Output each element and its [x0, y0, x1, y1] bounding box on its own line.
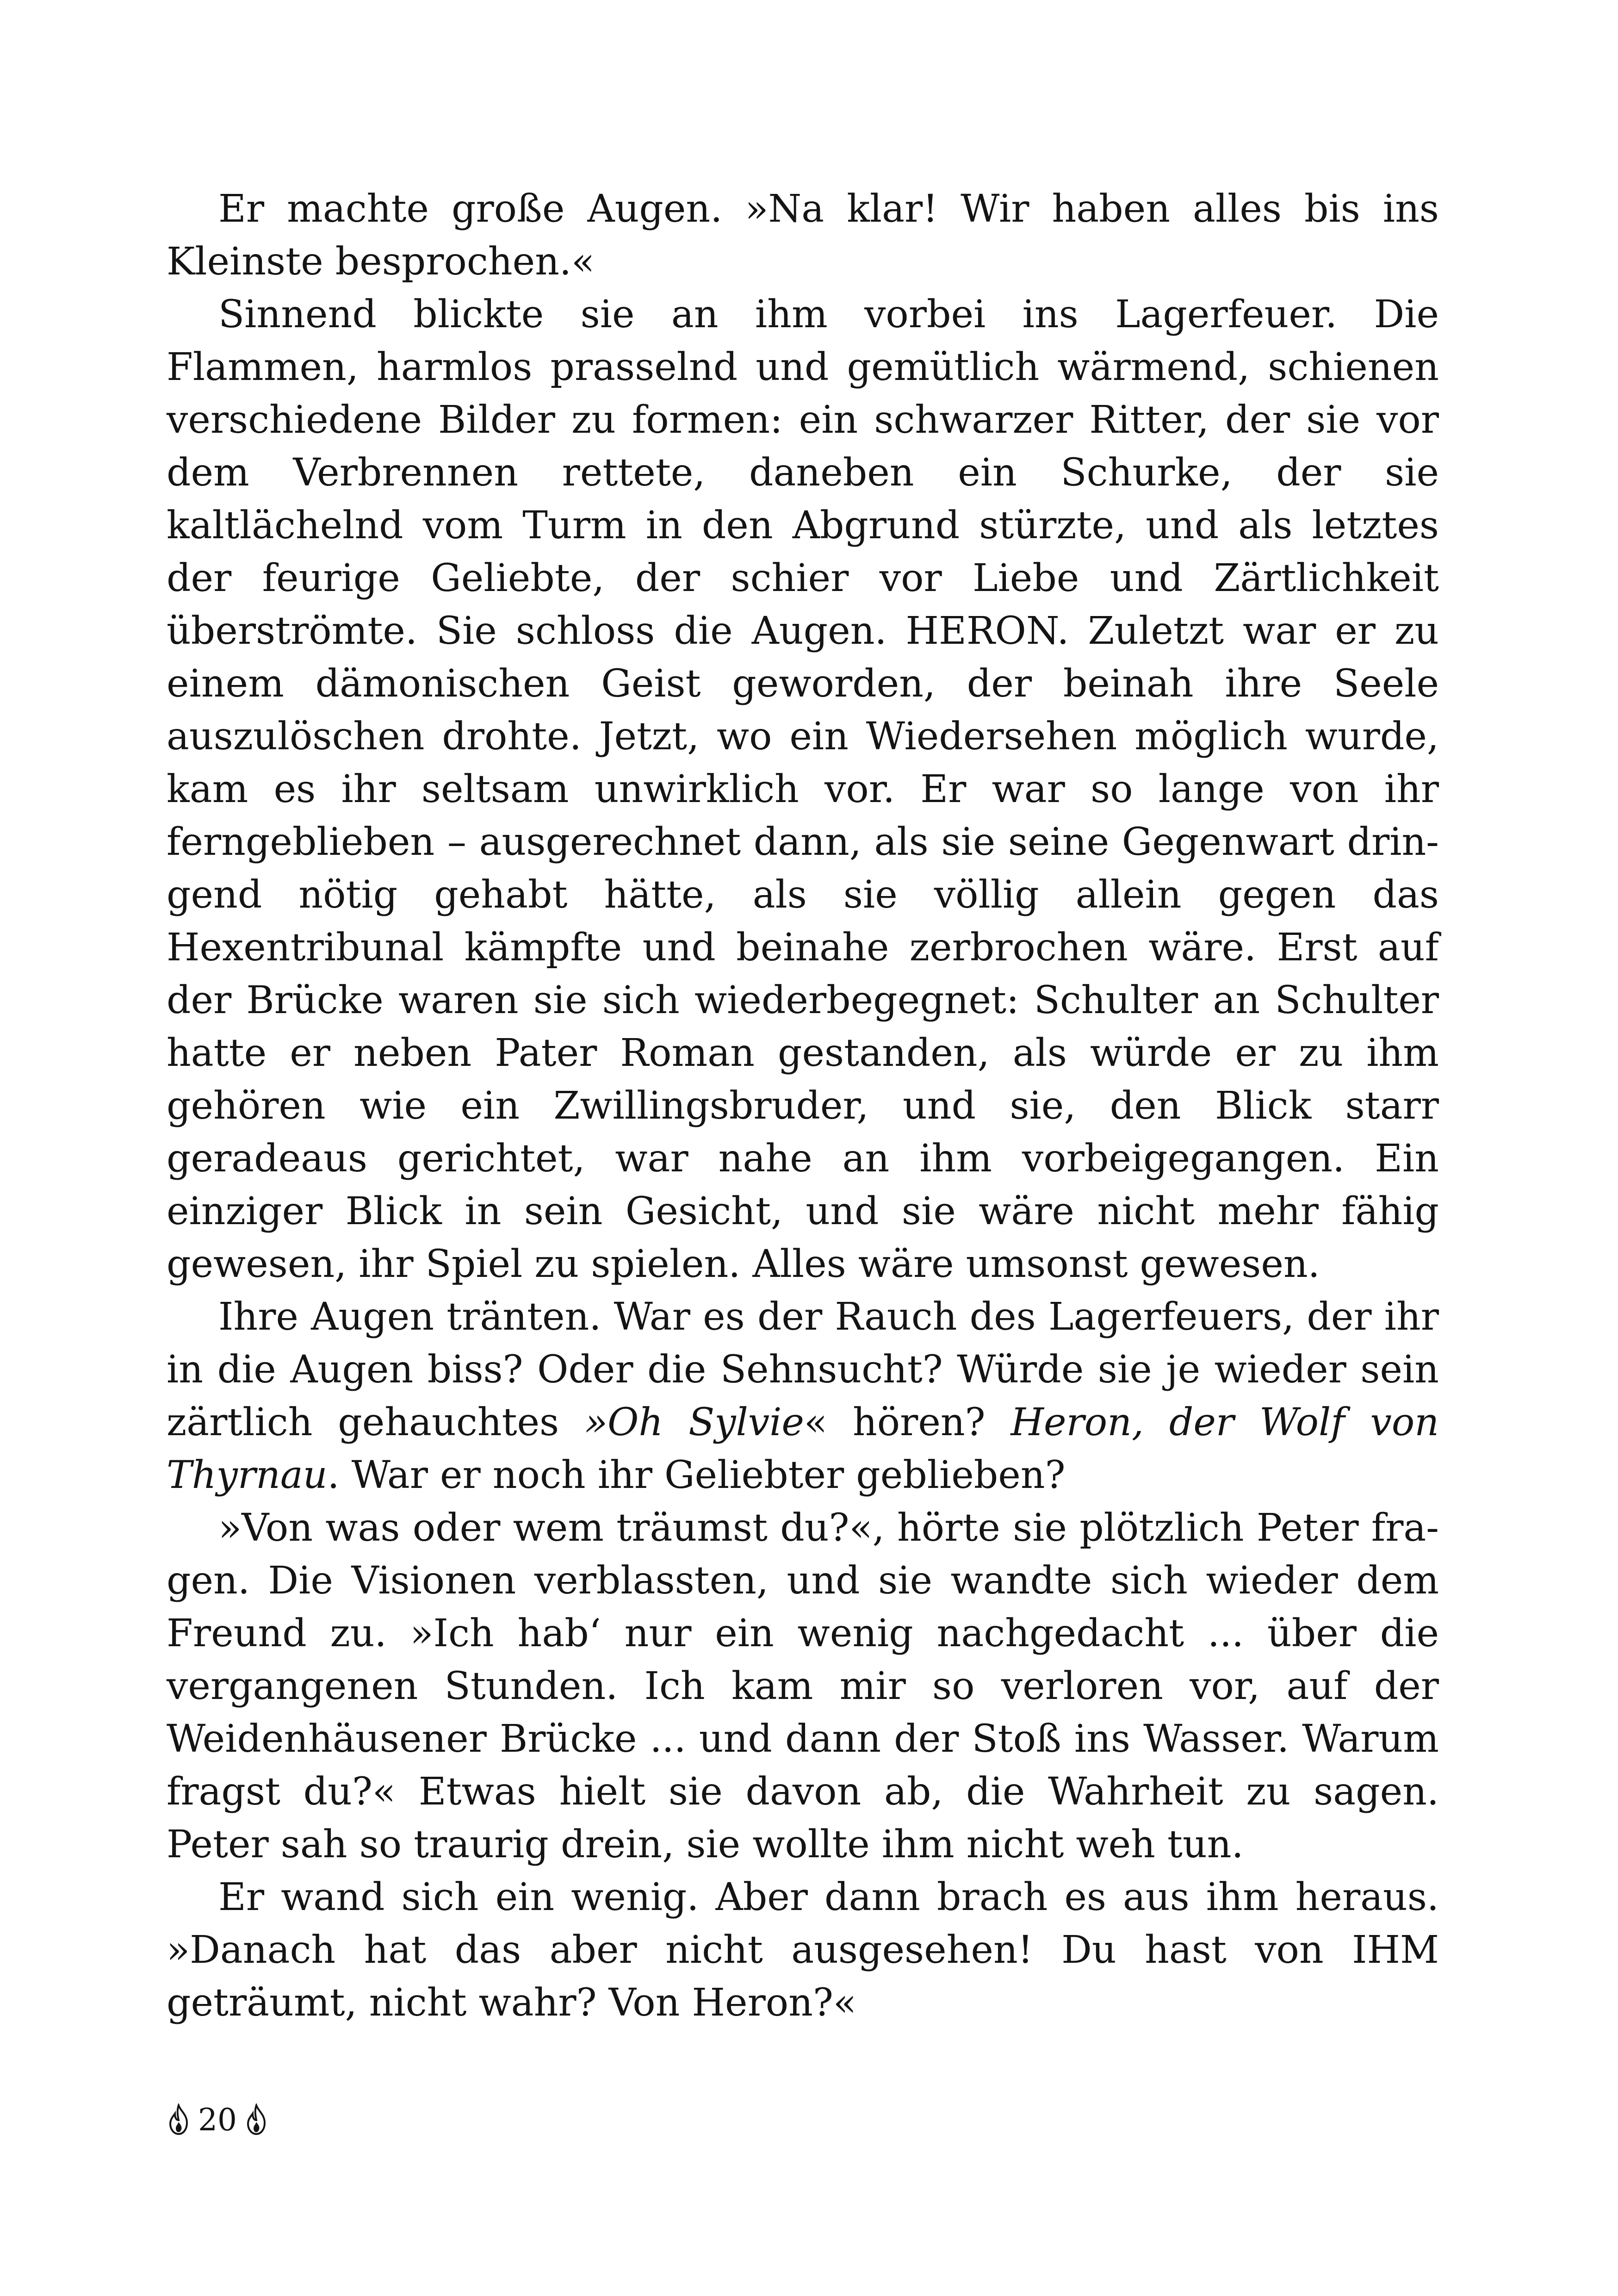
italic-title: Heron, der Wolf von Thyrnau	[167, 1400, 1439, 1497]
body-text	[167, 183, 1439, 2029]
paragraph	[167, 183, 1439, 288]
italic-quote: »Oh Sylvie	[584, 1400, 804, 1444]
paragraph	[167, 288, 1439, 1291]
paragraph-text: »Von was oder wem träumst du?«, hörte sie plötzlich Peter fragen. Die Visionen verblassten, und sie wandte sich wieder dem Freund zu. »Ich hab‘ nur ein wenig nachgedacht ... über die vergangenen Stunden. Ich kam mir so verloren vor, auf der Weidenhäusener Brücke ... und dann der Stoß ins Wasser. Warum fragst du?« Etwas hielt sie davon ab, die Wahrheit zu sagen. Peter sah so traurig drein, sie wollte ihm nicht weh tun.	[167, 1506, 1439, 1867]
paragraph-text: Er machte große Augen. »Na klar! Wir haben alles bis ins Kleinste besprochen.«	[167, 187, 1439, 284]
flame-icon	[244, 2103, 268, 2136]
flame-icon	[167, 2103, 191, 2136]
page-footer	[167, 2097, 268, 2143]
paragraph-text: Ihre Augen tränten. War es der Rauch des Lagerfeuers, der ihr in die Augen biss? Oder die Sehnsucht? Würde sie je wieder sein zärtlich gehauchtes	[167, 1295, 1439, 1444]
paragraph-text: Er wand sich ein wenig. Aber dann brach es aus ihm heraus. »Danach hat das aber nicht ausgesehen! Du hast von IHM geträumt, nicht wahr? Von Heron?«	[167, 1875, 1439, 2025]
paragraph-text: « hören?	[804, 1400, 1011, 1444]
paragraph	[167, 1291, 1439, 1502]
paragraph	[167, 1871, 1439, 2029]
paragraph-text: Sinnend blickte sie an ihm vorbei ins Lagerfeuer. Die Flammen, harmlos prasselnd und gemütlich wärmend, schienen verschiedene Bilder zu formen: ein schwarzer Ritter, der sie vor dem Verbrennen rettete, daneben ein Schurke, der sie kaltlächelnd vom Turm in den Abgrund stürzte, und als letztes der feurige Geliebte, der schier vor Liebe und Zärtlichkeit überströmte. Sie schloss die Augen. HERON. Zuletzt war er zu einem dämonischen Geist geworden, der beinah ihre Seele auszulöschen drohte. Jetzt, wo ein Wiedersehen möglich wurde, kam es ihr seltsam unwirklich vor. Er war so lange von ihr ferngeblieben – ausgerechnet dann, als sie seine Gegenwart dringend nötig gehabt hätte, als sie völlig allein gegen das Hexentribunal kämpfte und beinahe zerbrochen wäre. Erst auf der Brücke waren sie sich wiederbegegnet: Schulter an Schulter hatte er neben Pater Roman gestanden, als würde er zu ihm gehören wie ein Zwillingsbruder, und sie, den Blick starr geradeaus gerichtet, war nahe an ihm vorbeigegangen. Ein einziger Blick in sein Gesicht, und sie wäre nicht mehr fähig gewesen, ihr Spiel zu spielen. Alles wäre umsonst gewesen.	[167, 292, 1439, 1286]
paragraph-text: . War er noch ihr Geliebter geblieben?	[327, 1453, 1066, 1497]
page-number: 20	[198, 2102, 237, 2138]
paragraph	[167, 1502, 1439, 1871]
